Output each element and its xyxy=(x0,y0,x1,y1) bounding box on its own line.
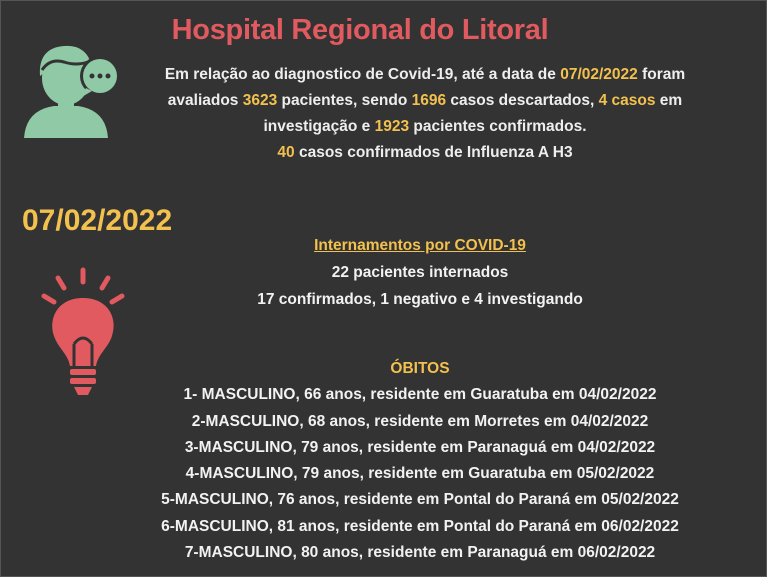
person-speech-icon xyxy=(20,36,130,140)
internamentos-heading: Internamentos por COVID-19 xyxy=(314,237,526,254)
obito-item: 4-MASCULINO, 79 anos, residente em Guaratuba em 05/02/2022 xyxy=(185,465,655,483)
count-confirmados: 1923 xyxy=(374,118,410,135)
intro-line-2: avaliados 3623 pacientes, sendo 1696 casos descartados, 4 casos em xyxy=(167,92,683,109)
internamentos-line-2: 17 confirmados, 1 negativo e 4 investigando xyxy=(257,291,583,308)
intro-summary xyxy=(120,62,730,166)
internamentos-section xyxy=(190,232,650,313)
report-date: 07/02/2022 xyxy=(560,66,638,83)
intro-line-4: 40 casos confirmados de Influenza A H3 xyxy=(277,144,573,161)
obito-item: 7-MASCULINO, 80 anos, residente em Paranaguá em 06/02/2022 xyxy=(184,544,656,562)
internamentos-line-1: 22 pacientes internados xyxy=(331,264,509,281)
intro-line-1: Em relação ao diagnostico de Covid-19, até a data de 07/02/2022 foram xyxy=(164,66,686,83)
obito-item: 1- MASCULINO, 66 anos, residente em Guaratuba em 04/02/2022 xyxy=(183,386,657,404)
count-investigacao: 4 casos xyxy=(598,92,656,109)
obitos-heading: ÓBITOS xyxy=(390,360,450,377)
obito-item: 6-MASCULINO, 81 anos, residente em Pontal do Paraná em 06/02/2022 xyxy=(161,517,679,535)
obito-item: 3-MASCULINO, 79 anos, residente em Paranaguá em 04/02/2022 xyxy=(184,438,656,456)
intro-line-3: investigação e 1923 pacientes confirmados. xyxy=(263,118,587,135)
count-descartados: 1696 xyxy=(411,92,447,109)
date-heading: 07/02/2022 xyxy=(22,204,173,237)
count-influenza: 40 xyxy=(277,144,295,161)
obitos-section xyxy=(90,356,750,566)
count-avaliados: 3623 xyxy=(242,92,278,109)
page-title: Hospital Regional do Litoral xyxy=(171,14,549,46)
obito-item: 5-MASCULINO, 76 anos, residente em Pontal do Paraná em 05/02/2022 xyxy=(161,491,679,509)
obito-item: 2-MASCULINO, 68 anos, residente em Morretes em 04/02/2022 xyxy=(191,412,649,430)
